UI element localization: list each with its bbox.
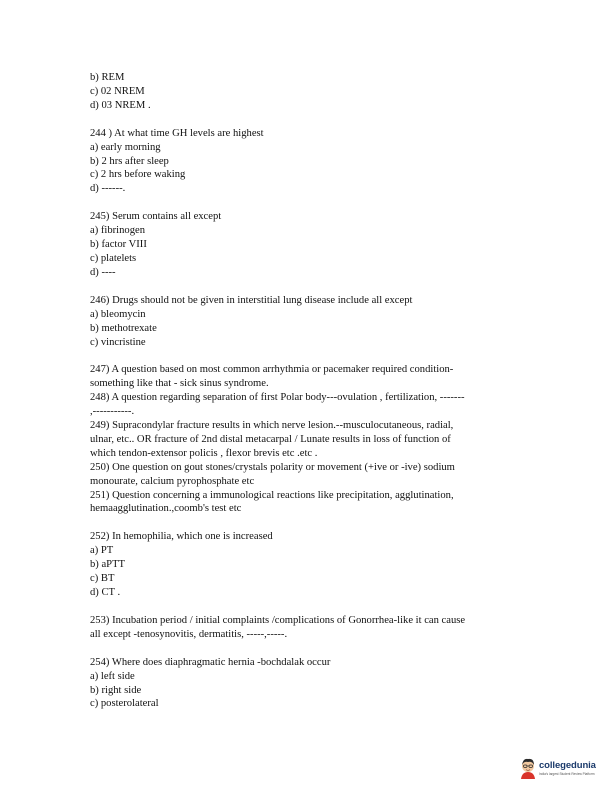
option-d: d) ------.	[90, 183, 126, 195]
question-253	[90, 614, 530, 642]
option-b: b) methotrexate	[90, 322, 157, 334]
option-a: a) fibrinogen	[90, 225, 146, 237]
question-252	[90, 530, 530, 600]
question-stem: 246) Drugs should not be given in interstitial lung disease include all except	[90, 294, 413, 306]
option-c: c) 02 NREM	[90, 85, 145, 97]
question-243-options	[90, 71, 530, 113]
option-d: d) CT .	[90, 587, 121, 598]
questions-247-251	[90, 363, 530, 516]
option-c: c) BT	[90, 573, 115, 585]
option-b: b) aPTT	[90, 559, 126, 571]
question-245	[90, 210, 530, 280]
question-249-line-1: 249) Supracondylar fracture results in which nerve lesion.--musculocutaneous, radial,	[90, 420, 454, 432]
option-b: b) right side	[90, 684, 142, 696]
question-247-line-2: something like that - sick sinus syndrome.	[90, 378, 269, 390]
question-250-line-1: 250) One question on gout stones/crystals polarity or movement (+ive or -ive) sodium	[90, 461, 455, 473]
question-253-line-1: 253) Incubation period / initial complaints /complications of Gonorrhea-like it can cause	[90, 614, 466, 626]
question-248-line-1: 248) A question regarding separation of first Polar body---ovulation , fertilization, -------	[90, 392, 465, 404]
option-b: b) REM	[90, 72, 125, 83]
question-253-line-2: all except -tenosynovitis, dermatitis, -----,-----.	[90, 628, 288, 640]
collegedunia-logo[interactable]	[519, 754, 604, 784]
option-d: d) ----	[90, 266, 116, 278]
student-avatar-icon	[519, 757, 537, 779]
option-c: c) 2 hrs before waking	[90, 169, 186, 181]
option-d: d) 03 NREM .	[90, 99, 151, 111]
question-text	[90, 71, 530, 711]
option-b: b) 2 hrs after sleep	[90, 155, 169, 167]
option-c: c) posterolateral	[90, 698, 159, 710]
logo-name: collegedunia	[539, 760, 596, 771]
question-247-line-1: 247) A question based on most common arrhythmia or pacemaker required condition-	[90, 364, 454, 376]
logo-tagline: India's largest Student Review Platform	[539, 772, 595, 776]
question-stem: 245) Serum contains all except	[90, 211, 222, 223]
question-stem: 244 ) At what time GH levels are highest	[90, 127, 264, 139]
option-a: a) left side	[90, 670, 135, 682]
question-250-line-2: monourate, calcium pyrophosphate etc	[90, 475, 255, 487]
question-248-line-2: ,-----------.	[90, 406, 135, 418]
question-254	[90, 656, 530, 712]
question-251-line-1: 251) Question concerning a immunological reactions like precipitation, agglutination,	[90, 489, 454, 501]
question-246	[90, 294, 530, 350]
option-b: b) factor VIII	[90, 239, 147, 251]
option-a: a) bleomycin	[90, 308, 146, 320]
question-249-line-2: ulnar, etc.. OR fracture of 2nd distal metacarpal / Lunate results in loss of function of	[90, 433, 451, 445]
question-stem: 252) In hemophilia, which one is increased	[90, 531, 273, 543]
question-251-line-2: hemaagglutination.,coomb's test etc	[90, 503, 242, 515]
question-stem: 254) Where does diaphragmatic hernia -bochdalak occur	[90, 656, 331, 668]
question-244	[90, 127, 530, 197]
option-a: a) early morning	[90, 141, 161, 153]
option-c: c) vincristine	[90, 336, 146, 348]
option-a: a) PT	[90, 545, 114, 557]
option-c: c) platelets	[90, 252, 137, 264]
question-249-line-3: which tendon-extensor policis , flexor brevis etc .etc .	[90, 447, 318, 459]
